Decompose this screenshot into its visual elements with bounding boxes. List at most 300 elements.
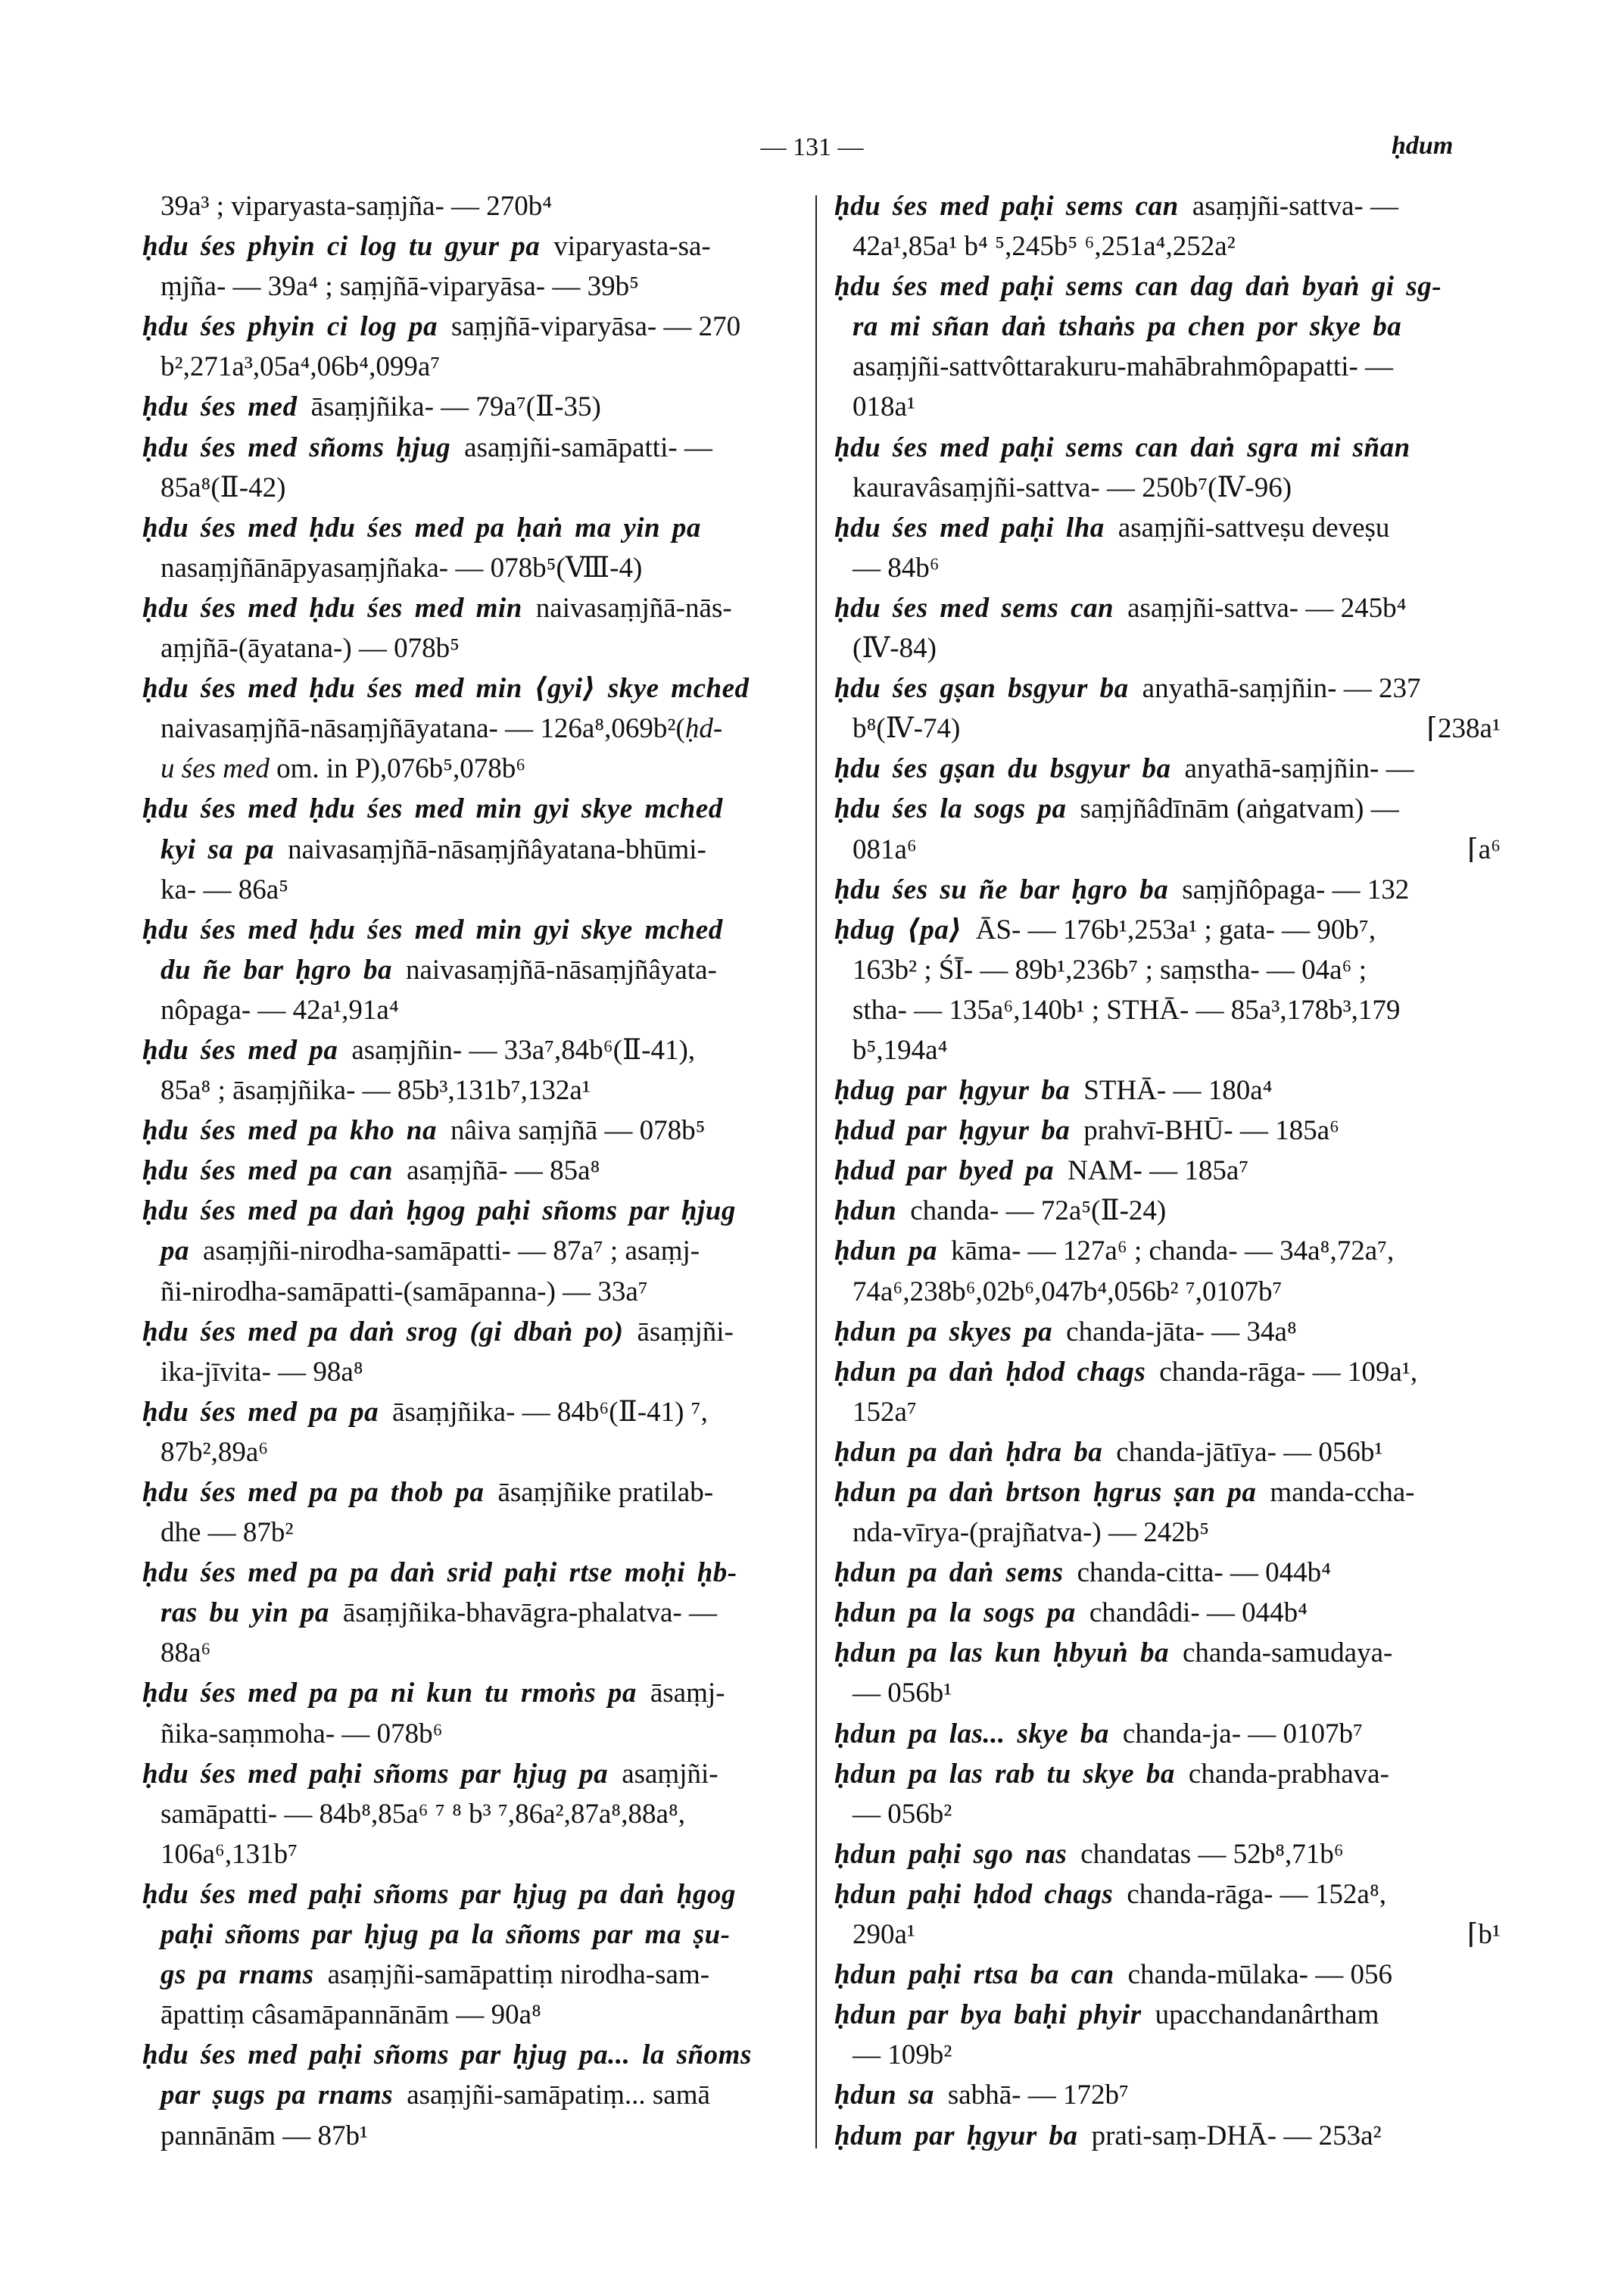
dictionary-entry: [834, 2075, 1501, 2115]
margin-note: ⌈a⁶: [1467, 833, 1501, 865]
dictionary-entry: [142, 1111, 793, 1151]
tibetan-headword: ḥdun pa: [834, 1235, 937, 1267]
sanskrit-equivalent: ñika-saṃmoha- — 078b⁶: [161, 1718, 443, 1749]
sanskrit-equivalent: chanda-jāta- — 34a⁸: [1066, 1316, 1297, 1347]
entry-line: [834, 1593, 1501, 1633]
entry-continuation-line: [834, 628, 1501, 668]
tibetan-headword: pa: [161, 1235, 189, 1267]
dictionary-entry: [834, 1191, 1501, 1231]
tibetan-headword: ḥdu śes gṣan bsgyur ba: [834, 673, 1129, 705]
tibetan-headword: ḥdun par bya baḥi phyir: [834, 1999, 1142, 2031]
dictionary-entry: [834, 1312, 1501, 1352]
tibetan-headword: ḥdun pa la sogs pa: [834, 1597, 1076, 1629]
entry-line: [834, 1111, 1501, 1151]
sanskrit-equivalent: āsaṃjñi-: [637, 1316, 734, 1347]
sanskrit-equivalent: asaṃjñi-nirodha-samāpatti- — 87a⁷ ; asaṃj-: [203, 1235, 700, 1267]
dictionary-entry: [142, 789, 793, 909]
sanskrit-equivalent: 106a⁶,131b⁷: [161, 1838, 298, 1870]
tibetan-headword: kyi sa pa: [161, 833, 275, 865]
dictionary-entry: [834, 588, 1501, 668]
sanskrit-equivalent: viparyasta-sa-: [553, 231, 711, 263]
tibetan-headword: ḥdud par byed pa: [834, 1155, 1055, 1187]
entry-line: [142, 910, 793, 950]
entry-continuation-line: [142, 2116, 793, 2156]
dictionary-entry: [142, 1673, 793, 1753]
tibetan-headword: ḥdu śes med ḥdu śes med pa ḥaṅ ma yin pa: [142, 512, 701, 544]
sanskrit-equivalent: STHĀ- — 180a⁴: [1083, 1075, 1273, 1107]
entry-continuation-line: [142, 990, 793, 1030]
sanskrit-equivalent: 87b²,89a⁶: [161, 1436, 269, 1468]
dictionary-entry: [142, 1754, 793, 1874]
entry-continuation-line: [142, 1070, 793, 1111]
tibetan-headword: ras bu yin pa: [161, 1597, 329, 1629]
tibetan-headword: ḥdug par ḥgyur ba: [834, 1075, 1071, 1107]
margin-note: ⌈238a¹: [1426, 713, 1501, 745]
sanskrit-equivalent: asaṃjñi-samāpattiṃ nirodha-sam-: [327, 1959, 710, 1991]
dictionary-entry: [142, 387, 793, 427]
tibetan-headword: ḥdu śes med pa pa thob pa: [142, 1477, 485, 1508]
tibetan-headword: ḥdu śes med paḥi sñoms par ḥjug pa daṅ ḥgog: [142, 1878, 736, 1910]
sanskrit-equivalent: stha- — 135a⁶,140b¹ ; STHĀ- — 85a³,178b³,179: [853, 994, 1401, 1026]
dictionary-entry: [834, 1553, 1501, 1593]
tibetan-headword: ḥdu śes med pa can: [142, 1155, 394, 1187]
dictionary-entry: [834, 508, 1501, 588]
sanskrit-equivalent: 290a¹: [853, 1919, 916, 1951]
sanskrit-equivalent: anyathā-saṃjñin- —: [1184, 753, 1414, 785]
sanskrit-equivalent: āpattiṃ câsamāpannānām — 90a⁸: [161, 1999, 541, 2031]
sanskrit-equivalent: chanda-mūlaka- — 056: [1127, 1959, 1392, 1991]
sanskrit-equivalent: chanda-rāga- — 152a⁸,: [1127, 1878, 1386, 1910]
tibetan-headword: par ṣugs pa rnams: [161, 2080, 394, 2111]
sanskrit-equivalent: saṃjñâdīnām (aṅgatvam) —: [1080, 793, 1399, 825]
tibetan-headword: ḥdun pa daṅ ḥdod chags: [834, 1356, 1146, 1388]
entry-line: [834, 1714, 1501, 1754]
entry-line: [142, 307, 793, 347]
sanskrit-equivalent: ṃjña- — 39a⁴ ; saṃjñā-viparyāsa- — 39b⁵: [161, 271, 640, 303]
sanskrit-equivalent: nda-vīrya-(prajñatva-) — 242b⁵: [853, 1517, 1210, 1549]
entry-line: [142, 1874, 793, 1914]
tibetan-headword: paḥi sñoms par ḥjug pa la sñoms par ma ṣu-: [161, 1919, 731, 1951]
sanskrit-equivalent: aṃjñā-(āyatana-) — 078b⁵: [161, 633, 460, 665]
entry-line: [834, 2116, 1501, 2156]
sanskrit-equivalent: asaṃjñi-samāpatiṃ... samā: [407, 2080, 710, 2111]
tibetan-headword: ḥdu śes la sogs pa: [834, 793, 1067, 825]
entry-continuation-line: [142, 548, 793, 588]
sanskrit-equivalent: b⁸(Ⅳ-74): [853, 713, 961, 745]
sanskrit-equivalent: chandâdi- — 044b⁴: [1089, 1597, 1308, 1629]
entry-line: [834, 1472, 1501, 1513]
right-column: [834, 186, 1501, 2156]
entry-line: [834, 1553, 1501, 1593]
tibetan-headword: ḥdu śes med pa: [142, 1034, 338, 1066]
sanskrit-equivalent: pannānām — 87b¹: [161, 2120, 369, 2151]
dictionary-entry: [142, 226, 793, 307]
sanskrit-equivalent: kāma- — 127a⁶ ; chanda- — 34a⁸,72a⁷,: [950, 1235, 1395, 1267]
sanskrit-equivalent: āsaṃj-: [650, 1678, 725, 1709]
sanskrit-equivalent: 85a⁸ ; āsaṃjñika- — 85b³,131b⁷,132a¹: [161, 1075, 591, 1107]
entry-continuation-line: [142, 1914, 793, 1955]
entry-line: [142, 1151, 793, 1191]
sanskrit-equivalent: ĀS- — 176b¹,253a¹ ; gata- — 90b⁷,: [975, 914, 1376, 946]
entry-line: [142, 588, 793, 628]
tibetan-headword: ḥdu śes med paḥi lha: [834, 512, 1105, 544]
entry-line: [834, 870, 1501, 910]
entry-line: [834, 1312, 1501, 1352]
entry-continuation-line: [142, 1231, 793, 1271]
dictionary-entry: [834, 1633, 1501, 1713]
tibetan-headword: ḥdu śes phyin ci log tu gyur pa: [142, 231, 541, 263]
sanskrit-equivalent: chanda-prabhava-: [1188, 1758, 1389, 1790]
tibetan-headword: ḥdun pa daṅ sems: [834, 1557, 1064, 1589]
entry-line: [834, 1352, 1501, 1392]
dictionary-entry: [142, 1553, 793, 1673]
entry-continuation-line: [834, 347, 1501, 387]
sanskrit-equivalent: 163b² ; ŚĪ- — 89b¹,236b⁷ ; saṃstha- — 04a⁶ ;: [853, 954, 1367, 986]
entry-line: [142, 186, 793, 226]
sanskrit-equivalent: naivasaṃjñā-nāsaṃjñāyatana- — 126a⁸,069b²(: [161, 713, 685, 745]
dictionary-entry: [834, 1070, 1501, 1111]
entry-continuation-line: [142, 709, 793, 749]
entry-continuation-line: [142, 347, 793, 387]
entry-line: [834, 1834, 1501, 1874]
tibetan-headword: ḥdun paḥi rtsa ba can: [834, 1959, 1114, 1991]
entry-line: [834, 508, 1501, 548]
sanskrit-equivalent: (Ⅳ-84): [853, 633, 937, 665]
dictionary-entry: [834, 668, 1501, 749]
tibetan-headword: du ñe bar ḥgro ba: [161, 954, 392, 986]
sanskrit-equivalent: NAM- — 185a⁷: [1068, 1155, 1249, 1187]
sanskrit-equivalent: āsaṃjñika- — 79a⁷(Ⅱ-35): [310, 391, 601, 423]
sanskrit-equivalent: om. in P),076b⁵,078b⁶: [269, 753, 526, 785]
entry-line: [142, 1553, 793, 1593]
entry-continuation-line: [142, 1834, 793, 1874]
entry-continuation-line: [834, 387, 1501, 427]
entry-line: [834, 186, 1501, 226]
entry-continuation-line: [834, 226, 1501, 266]
sanskrit-equivalent: saṃjñôpaga- — 132: [1182, 874, 1410, 905]
sanskrit-equivalent: asaṃjñi-samāpatti- —: [464, 431, 712, 463]
entry-continuation-line: [834, 1513, 1501, 1553]
entry-line: [834, 789, 1501, 829]
tibetan-headword: ḥdu śes med ḥdu śes med min gyi skye mched: [142, 914, 723, 946]
tibetan-headword: ḥdu śes med ḥdu śes med min: [142, 592, 522, 624]
dictionary-entry: [834, 749, 1501, 789]
tibetan-headword: ḥdun pa daṅ brtson ḥgrus ṣan pa: [834, 1477, 1257, 1508]
dictionary-entry: [142, 2035, 793, 2155]
entry-continuation-line: [142, 1633, 793, 1673]
entry-continuation-line: [142, 2075, 793, 2115]
left-column: [142, 186, 793, 2156]
tibetan-headword: ḥdu śes med paḥi sems can dag daṅ byaṅ gi sg-: [834, 271, 1442, 303]
sanskrit-equivalent: naivasaṃjñā-nāsaṃjñâyata-: [405, 954, 717, 986]
tibetan-headword: ḥdun pa daṅ ḥdra ba: [834, 1436, 1103, 1468]
page-number: — 131 —: [760, 133, 864, 161]
entry-line: [834, 910, 1501, 950]
entry-line: [142, 668, 793, 709]
sanskrit-equivalent: asaṃjñā- — 85a⁸: [407, 1155, 600, 1187]
entry-continuation-line: [834, 709, 1501, 749]
entry-line: [834, 1432, 1501, 1472]
entry-continuation-line: [142, 1995, 793, 2035]
entry-continuation-line: [834, 1030, 1501, 1070]
sanskrit-equivalent: ka- — 86a⁵: [161, 874, 289, 905]
entry-continuation-line: [834, 2035, 1501, 2075]
entry-line: [834, 1754, 1501, 1794]
dictionary-entry: [834, 870, 1501, 910]
entry-line: [142, 1111, 793, 1151]
entry-line: [834, 1633, 1501, 1673]
entry-line: [142, 1392, 793, 1432]
entry-line: [834, 1231, 1501, 1271]
sanskrit-equivalent: prati-saṃ-DHĀ- — 253a²: [1091, 2120, 1382, 2151]
entry-line: [834, 588, 1501, 628]
entry-continuation-line: [142, 1794, 793, 1834]
entry-line: [834, 668, 1501, 709]
dictionary-entry: [142, 910, 793, 1030]
entry-continuation-line: [142, 1513, 793, 1553]
margin-note: ⌈b¹: [1467, 1919, 1501, 1951]
tibetan-headword: ḥdum par ḥgyur ba: [834, 2120, 1078, 2151]
dictionary-entry: [142, 1030, 793, 1111]
entry-continuation-line: [834, 990, 1501, 1030]
tibetan-headword: ḥdu śes phyin ci log pa: [142, 311, 438, 343]
sanskrit-equivalent: 152a⁷: [853, 1396, 917, 1428]
entry-line: [142, 2035, 793, 2075]
tibetan-headword: ḥdu śes med pa pa daṅ srid paḥi rtse moḥi ḥb-: [142, 1557, 737, 1589]
dictionary-entry: [834, 1593, 1501, 1633]
entry-continuation-line: [834, 468, 1501, 508]
sanskrit-equivalent: dhe — 87b²: [161, 1517, 294, 1549]
entry-continuation-line: [142, 1714, 793, 1754]
sanskrit-equivalent: upacchandanârtham: [1155, 1999, 1379, 2031]
tibetan-headword: ḥdug ⟨pa⟩: [834, 914, 962, 946]
entry-continuation-line: [834, 1673, 1501, 1713]
entry-line: [142, 1030, 793, 1070]
dictionary-entry: [142, 186, 793, 226]
entry-continuation-line: [834, 1794, 1501, 1834]
entry-continuation-line: [834, 307, 1501, 347]
entry-line: [142, 387, 793, 427]
sanskrit-equivalent: ika-jīvita- — 98a⁸: [161, 1356, 363, 1388]
sanskrit-equivalent: nasaṃjñānāpyasaṃjñaka- — 078b⁵(Ⅷ-4): [161, 552, 643, 584]
tibetan-headword: ḥdun: [834, 1195, 897, 1227]
dictionary-entry: [142, 668, 793, 789]
entry-line: [834, 2075, 1501, 2115]
tibetan-headword: gs pa rnams: [161, 1959, 314, 1991]
tibetan-headword: ḥdun pa las rab tu skye ba: [834, 1758, 1175, 1790]
italic-text: ḥd-: [684, 713, 723, 745]
dictionary-entry: [834, 789, 1501, 869]
tibetan-headword: ḥdu śes med: [142, 391, 298, 423]
sanskrit-equivalent: 88a⁶: [161, 1637, 211, 1669]
dictionary-entry: [834, 1231, 1501, 1311]
entry-continuation-line: [142, 830, 793, 870]
tibetan-headword: ḥdu śes med pa kho na: [142, 1115, 437, 1147]
dictionary-entry: [142, 1312, 793, 1392]
sanskrit-equivalent: — 84b⁶: [853, 552, 940, 584]
entry-line: [834, 1151, 1501, 1191]
dictionary-entry: [142, 508, 793, 588]
dictionary-entry: [834, 1432, 1501, 1472]
tibetan-headword: ḥdun pa las... skye ba: [834, 1718, 1109, 1749]
entry-continuation-line: [834, 1272, 1501, 1312]
sanskrit-equivalent: asaṃjñi-sattveṣu deveṣu: [1117, 512, 1390, 544]
sanskrit-equivalent: 85a⁸(Ⅱ-42): [161, 472, 286, 503]
entry-line: [834, 1070, 1501, 1111]
sanskrit-equivalent: chandatas — 52b⁸,71b⁶: [1080, 1838, 1344, 1870]
sanskrit-equivalent: asaṃjñin- — 33a⁷,84b⁶(Ⅱ-41),: [351, 1034, 696, 1066]
dictionary-entry: [834, 2116, 1501, 2156]
entry-continuation-line: [142, 1352, 793, 1392]
dictionary-entry: [834, 910, 1501, 1070]
sanskrit-equivalent: chanda-rāga- — 109a¹,: [1159, 1356, 1418, 1388]
sanskrit-equivalent: — 056b¹: [853, 1678, 952, 1709]
sanskrit-equivalent: āsaṃjñika- — 84b⁶(Ⅱ-41) ⁷,: [392, 1396, 708, 1428]
entry-line: [834, 1874, 1501, 1914]
sanskrit-equivalent: b⁵,194a⁴: [853, 1034, 948, 1066]
entry-continuation-line: [834, 830, 1501, 870]
sanskrit-equivalent: — 056b²: [853, 1798, 952, 1830]
tibetan-headword: ḥdun paḥi ḥdod chags: [834, 1878, 1114, 1910]
sanskrit-equivalent: āsaṃjñika-bhavāgra-phalatva- —: [342, 1597, 718, 1629]
sanskrit-equivalent: asaṃjñi-sattva- — 245b⁴: [1127, 592, 1407, 624]
entry-line: [142, 1472, 793, 1513]
sanskrit-equivalent: 39a³ ; viparyasta-saṃjña- — 270b⁴: [161, 191, 553, 222]
dictionary-entry: [834, 1874, 1501, 1955]
entry-continuation-line: [142, 468, 793, 508]
sanskrit-equivalent: b²,271a³,05a⁴,06b⁴,099a⁷: [161, 351, 441, 383]
dictionary-entry: [834, 1955, 1501, 1995]
dictionary-entry: [834, 186, 1501, 266]
tibetan-headword: ḥdu śes gṣan du bsgyur ba: [834, 753, 1171, 785]
sanskrit-equivalent: chanda-citta- — 044b⁴: [1077, 1557, 1332, 1589]
sanskrit-equivalent: kauravâsaṃjñi-sattva- — 250b⁷(Ⅳ-96): [853, 472, 1292, 503]
tibetan-headword: ḥdun paḥi sgo nas: [834, 1838, 1068, 1870]
tibetan-headword: ḥdu śes med pa daṅ srog (gi dbaṅ po): [142, 1316, 624, 1347]
tibetan-headword: ra mi sñan daṅ tshaṅs pa chen por skye ba: [853, 311, 1402, 343]
sanskrit-equivalent: prahvī-BHŪ- — 185a⁶: [1083, 1115, 1339, 1147]
sanskrit-equivalent: naivasaṃjñā-nās-: [535, 592, 732, 624]
sanskrit-equivalent: asaṃjñi-sattva- —: [1192, 191, 1398, 222]
italic-text: u śes med: [161, 753, 270, 785]
sanskrit-equivalent: āsaṃjñike pratilab-: [497, 1477, 714, 1508]
sanskrit-equivalent: 74a⁶,238b⁶,02b⁶,047b⁴,056b² ⁷,0107b⁷: [853, 1276, 1283, 1307]
entry-line: [142, 226, 793, 266]
sanskrit-equivalent: naivasaṃjñā-nāsaṃjñâyatana-bhūmi-: [288, 833, 706, 865]
tibetan-headword: ḥdu śes med paḥi sems can: [834, 191, 1179, 222]
tibetan-headword: ḥdu śes med pa pa ni kun tu rmoṅs pa: [142, 1678, 637, 1709]
entry-line: [142, 1754, 793, 1794]
dictionary-entry: [834, 428, 1501, 508]
dictionary-entry: [834, 1472, 1501, 1553]
tibetan-headword: ḥdu śes med paḥi sems can daṅ sgra mi sñan: [834, 431, 1410, 463]
sanskrit-equivalent: saṃjñā-viparyāsa- — 270: [450, 311, 741, 343]
entry-continuation-line: [142, 950, 793, 990]
entry-line: [142, 789, 793, 829]
sanskrit-equivalent: nôpaga- — 42a¹,91a⁴: [161, 994, 399, 1026]
entry-line: [834, 1191, 1501, 1231]
sanskrit-equivalent: sabhā- — 172b⁷: [947, 2080, 1129, 2111]
dictionary-entry: [142, 428, 793, 508]
dictionary-entry: [142, 1392, 793, 1472]
entry-line: [834, 749, 1501, 789]
entry-continuation-line: [142, 1272, 793, 1312]
dictionary-entry: [142, 1472, 793, 1553]
dictionary-entry: [834, 266, 1501, 427]
entry-line: [834, 1995, 1501, 2035]
entry-continuation-line: [834, 1914, 1501, 1955]
tibetan-headword: ḥdun pa skyes pa: [834, 1316, 1053, 1347]
entry-line: [142, 1191, 793, 1231]
dictionary-entry: [142, 588, 793, 668]
entry-continuation-line: [834, 950, 1501, 990]
entry-continuation-line: [142, 870, 793, 910]
entry-line: [142, 1312, 793, 1352]
entry-continuation-line: [142, 1432, 793, 1472]
tibetan-headword: ḥdu śes med ḥdu śes med min ⟨gyi⟩ skye mched: [142, 673, 750, 705]
sanskrit-equivalent: samāpatti- — 84b⁸,85a⁶ ⁷ ⁸ b³ ⁷,86a²,87a⁸,88a⁸,: [161, 1798, 686, 1830]
sanskrit-equivalent: chanda-jātīya- — 056b¹: [1116, 1436, 1383, 1468]
column-divider: [815, 195, 817, 2148]
sanskrit-equivalent: asaṃjñi-: [622, 1758, 718, 1790]
dictionary-entry: [834, 1754, 1501, 1834]
dictionary-entry: [834, 1714, 1501, 1754]
tibetan-headword: ḥdun sa: [834, 2080, 934, 2111]
sanskrit-equivalent: chanda-samudaya-: [1182, 1637, 1393, 1669]
dictionary-entry: [834, 1111, 1501, 1151]
entry-line: [142, 428, 793, 468]
tibetan-headword: ḥdu śes med pa pa: [142, 1396, 379, 1428]
tibetan-headword: ḥdu śes med sñoms ḥjug: [142, 431, 451, 463]
entry-continuation-line: [834, 548, 1501, 588]
tibetan-headword: ḥdu śes su ñe bar ḥgro ba: [834, 874, 1169, 905]
sanskrit-equivalent: manda-ccha-: [1270, 1477, 1415, 1508]
dictionary-entry: [142, 1151, 793, 1191]
entry-continuation-line: [834, 1392, 1501, 1432]
sanskrit-equivalent: 42a¹,85a¹ b⁴ ⁵,245b⁵ ⁶,251a⁴,252a²: [853, 231, 1236, 263]
dictionary-entry: [142, 307, 793, 387]
sanskrit-equivalent: ñi-nirodha-samāpatti-(samāpanna-) — 33a⁷: [161, 1276, 648, 1307]
sanskrit-equivalent: chanda-ja- — 0107b⁷: [1122, 1718, 1363, 1749]
entry-continuation-line: [142, 1955, 793, 1995]
tibetan-headword: ḥdu śes med ḥdu śes med min gyi skye mched: [142, 793, 723, 825]
entry-line: [834, 266, 1501, 307]
tibetan-headword: ḥdu śes med sems can: [834, 592, 1114, 624]
entry-continuation-line: [142, 628, 793, 668]
entry-continuation-line: [142, 749, 793, 789]
sanskrit-equivalent: — 109b²: [853, 2039, 952, 2071]
sanskrit-equivalent: asaṃjñi-sattvôttarakuru-mahābrahmôpapatti- —: [853, 351, 1394, 383]
sanskrit-equivalent: chanda- — 72a⁵(Ⅱ-24): [910, 1195, 1167, 1227]
entry-line: [834, 428, 1501, 468]
tibetan-headword: ḥdun pa las kun ḥbyuṅ ba: [834, 1637, 1169, 1669]
sanskrit-equivalent: nâiva saṃjñā — 078b⁵: [450, 1115, 706, 1147]
dictionary-entry: [834, 1352, 1501, 1432]
sanskrit-equivalent: 018a¹: [853, 391, 916, 423]
tibetan-headword: ḥdu śes med paḥi sñoms par ḥjug pa... la sñoms: [142, 2039, 752, 2071]
entry-continuation-line: [142, 266, 793, 307]
entry-line: [834, 1955, 1501, 1995]
dictionary-entry: [142, 1191, 793, 1311]
sanskrit-equivalent: 081a⁶: [853, 833, 917, 865]
sanskrit-equivalent: anyathā-saṃjñin- — 237: [1142, 673, 1421, 705]
entry-continuation-line: [142, 1593, 793, 1633]
running-head: ḥdum: [1392, 132, 1454, 160]
entry-line: [142, 1673, 793, 1713]
dictionary-entry: [834, 1995, 1501, 2075]
tibetan-headword: ḥdu śes med pa daṅ ḥgog paḥi sñoms par ḥjug: [142, 1195, 736, 1227]
dictionary-entry: [834, 1151, 1501, 1191]
